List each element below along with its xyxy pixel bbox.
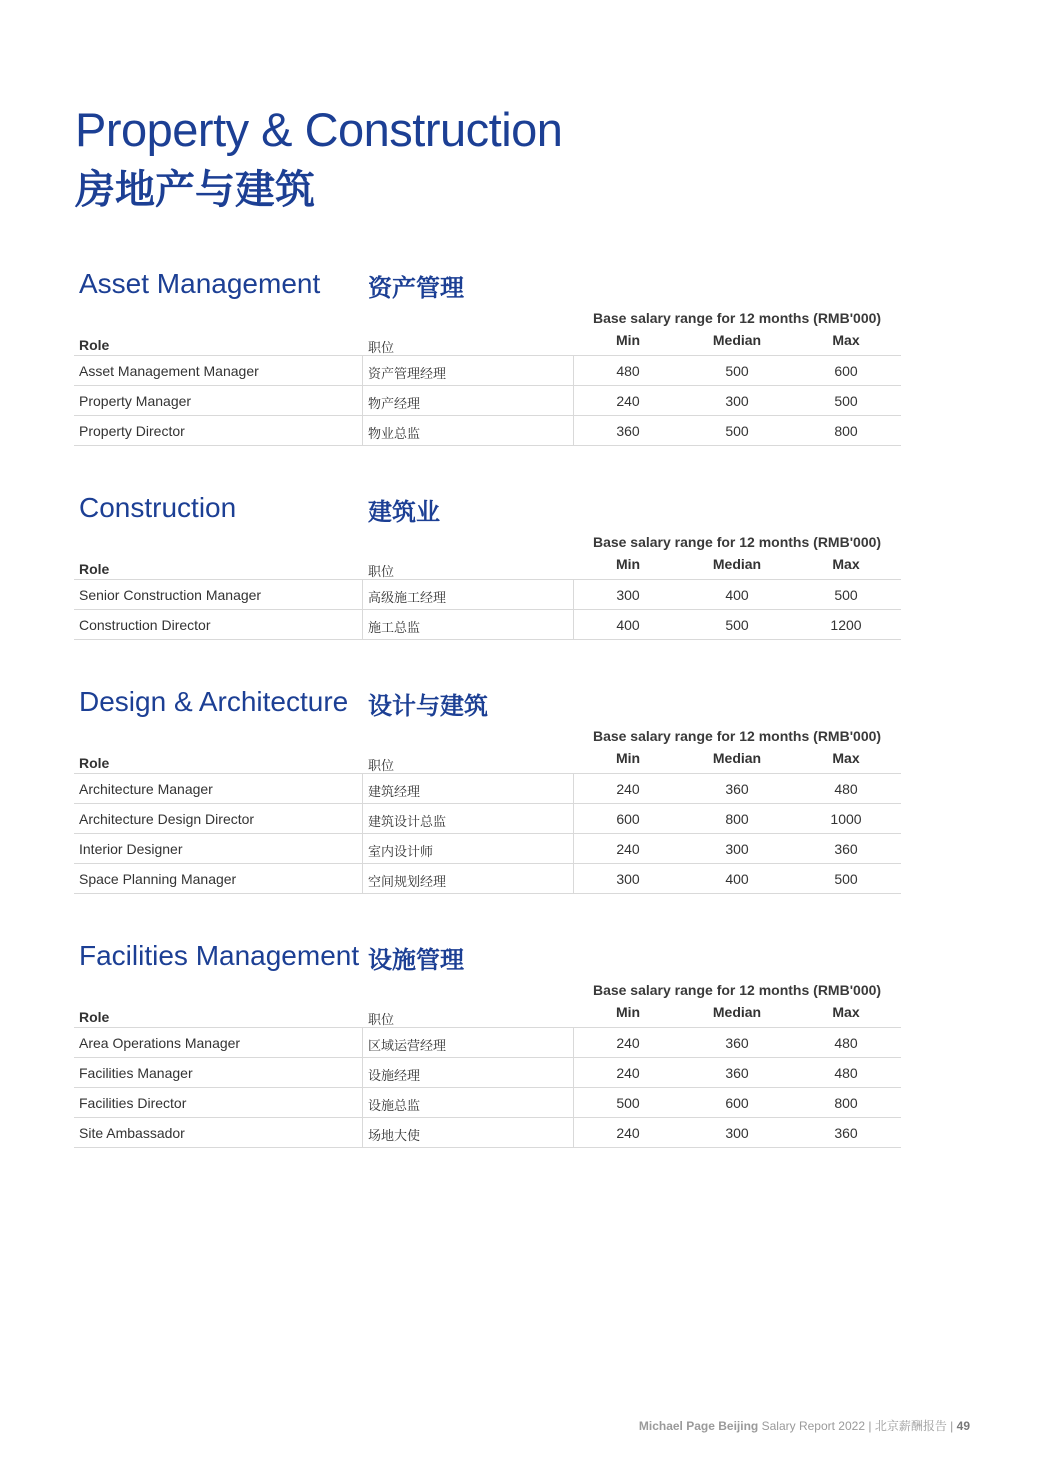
column-header-min: Min (615, 750, 641, 766)
footer-report: Salary Report 2022 (761, 1419, 865, 1433)
salary-median: 360 (725, 1035, 749, 1051)
column-header-min: Min (615, 332, 641, 348)
section-title-chinese: 建筑业 (368, 498, 440, 526)
salary-min: 240 (616, 1125, 640, 1141)
table-row (74, 834, 901, 864)
salary-max: 360 (834, 841, 858, 857)
role-name-chinese: 物业总监 (368, 427, 421, 442)
column-header-max: Max (832, 750, 860, 766)
column-header-role-chinese: 职位 (368, 759, 395, 774)
salary-median: 300 (725, 841, 749, 857)
role-name-chinese: 空间规划经理 (368, 875, 447, 890)
salary-table (74, 1027, 901, 1148)
role-name-chinese: 区域运营经理 (368, 1039, 447, 1054)
role-name-chinese: 物产经理 (368, 397, 421, 412)
table-row (74, 610, 901, 640)
table-row (74, 864, 901, 894)
role-name: Construction Director (79, 617, 211, 633)
salary-table (74, 355, 901, 446)
salary-max: 500 (834, 393, 858, 409)
role-name-chinese: 室内设计师 (368, 845, 434, 860)
page-number: 49 (956, 1419, 970, 1433)
salary-min: 240 (616, 393, 640, 409)
column-header-max: Max (832, 332, 860, 348)
section-title-chinese: 资产管理 (368, 274, 464, 302)
section-title: Construction (79, 492, 237, 523)
role-name-chinese: 场地大使 (368, 1129, 421, 1144)
section-title: Design & Architecture (79, 686, 349, 717)
table-row (74, 1088, 901, 1118)
section-title: Asset Management (79, 268, 321, 299)
role-name: Asset Management Manager (79, 363, 259, 379)
footer-brand: Michael Page Beijing (638, 1419, 759, 1433)
salary-max: 500 (834, 871, 858, 887)
table-row (74, 580, 901, 610)
table-row (74, 1058, 901, 1088)
role-name-chinese: 设施总监 (368, 1099, 421, 1114)
page-title: Property & Construction (75, 103, 563, 156)
salary-table (74, 773, 901, 894)
role-name-chinese: 建筑设计总监 (368, 815, 447, 830)
page-title-chinese: 房地产与建筑 (75, 167, 315, 213)
salary-median: 800 (725, 811, 749, 827)
column-header-median: Median (712, 556, 762, 572)
salary-median: 500 (725, 617, 749, 633)
table-row (74, 1028, 901, 1058)
salary-median: 500 (725, 423, 749, 439)
table-row (74, 804, 901, 834)
column-header-max: Max (832, 1004, 860, 1020)
salary-median: 400 (725, 587, 749, 603)
salary-max: 800 (834, 423, 858, 439)
role-name: Senior Construction Manager (79, 587, 262, 603)
salary-median: 360 (725, 1065, 749, 1081)
salary-min: 240 (616, 841, 640, 857)
salary-min: 300 (616, 587, 640, 603)
role-name: Property Manager (79, 393, 192, 409)
section-title: Facilities Management (79, 940, 360, 971)
footer-separator: | (868, 1419, 872, 1433)
salary-range-caption: Base salary range for 12 months (RMB'000) (592, 534, 882, 550)
salary-min: 480 (616, 363, 640, 379)
table-row (74, 774, 901, 804)
salary-median: 500 (725, 363, 749, 379)
role-name: Facilities Director (79, 1095, 187, 1111)
page-footer (639, 1417, 970, 1434)
salary-min: 600 (616, 811, 640, 827)
salary-max: 480 (834, 1035, 858, 1051)
section-title-chinese: 设计与建筑 (368, 692, 488, 720)
column-header-role-chinese: 职位 (368, 565, 395, 580)
role-name: Area Operations Manager (79, 1035, 241, 1051)
salary-max: 800 (834, 1095, 858, 1111)
salary-min: 400 (616, 617, 640, 633)
column-header-median: Median (712, 750, 762, 766)
salary-max: 600 (834, 363, 858, 379)
salary-median: 300 (725, 1125, 749, 1141)
salary-median: 600 (725, 1095, 749, 1111)
salary-max: 1000 (830, 811, 862, 827)
column-header-role: Role (79, 755, 110, 771)
column-header-min: Min (615, 556, 641, 572)
salary-min: 240 (616, 1065, 640, 1081)
salary-table (74, 579, 901, 640)
table-row (74, 416, 901, 446)
table-row (74, 356, 901, 386)
role-name-chinese: 设施经理 (368, 1069, 421, 1084)
salary-max: 360 (834, 1125, 858, 1141)
role-name-chinese: 施工总监 (368, 621, 421, 636)
column-header-role: Role (79, 337, 110, 353)
column-header-max: Max (832, 556, 860, 572)
salary-min: 300 (616, 871, 640, 887)
role-name-chinese: 建筑经理 (368, 785, 421, 800)
role-name: Architecture Manager (79, 781, 213, 797)
salary-min: 500 (616, 1095, 640, 1111)
salary-min: 360 (616, 423, 640, 439)
salary-range-caption: Base salary range for 12 months (RMB'000) (592, 728, 882, 744)
salary-range-caption: Base salary range for 12 months (RMB'000) (592, 982, 882, 998)
role-name-chinese: 资产管理经理 (368, 367, 447, 382)
salary-min: 240 (616, 1035, 640, 1051)
footer-separator: | (950, 1419, 954, 1433)
column-header-role: Role (79, 1009, 110, 1025)
column-header-role-chinese: 职位 (368, 341, 395, 356)
column-header-role: Role (79, 561, 110, 577)
column-header-median: Median (712, 332, 762, 348)
column-header-min: Min (615, 1004, 641, 1020)
footer-report-chinese: 北京薪酬报告 (874, 1419, 947, 1433)
role-name: Space Planning Manager (79, 871, 237, 887)
table-row (74, 386, 901, 416)
role-name: Facilities Manager (79, 1065, 193, 1081)
salary-max: 1200 (830, 617, 862, 633)
section-title-chinese: 设施管理 (368, 946, 464, 974)
salary-median: 400 (725, 871, 749, 887)
column-header-role-chinese: 职位 (368, 1013, 395, 1028)
salary-median: 360 (725, 781, 749, 797)
table-row (74, 1118, 901, 1148)
salary-min: 240 (616, 781, 640, 797)
salary-max: 480 (834, 781, 858, 797)
salary-median: 300 (725, 393, 749, 409)
role-name-chinese: 高级施工经理 (368, 591, 447, 606)
salary-range-caption: Base salary range for 12 months (RMB'000) (592, 310, 882, 326)
role-name: Site Ambassador (79, 1125, 185, 1141)
column-header-median: Median (712, 1004, 762, 1020)
role-name: Interior Designer (79, 841, 183, 857)
salary-max: 500 (834, 587, 858, 603)
role-name: Property Director (79, 423, 185, 439)
salary-max: 480 (834, 1065, 858, 1081)
role-name: Architecture Design Director (79, 811, 255, 827)
